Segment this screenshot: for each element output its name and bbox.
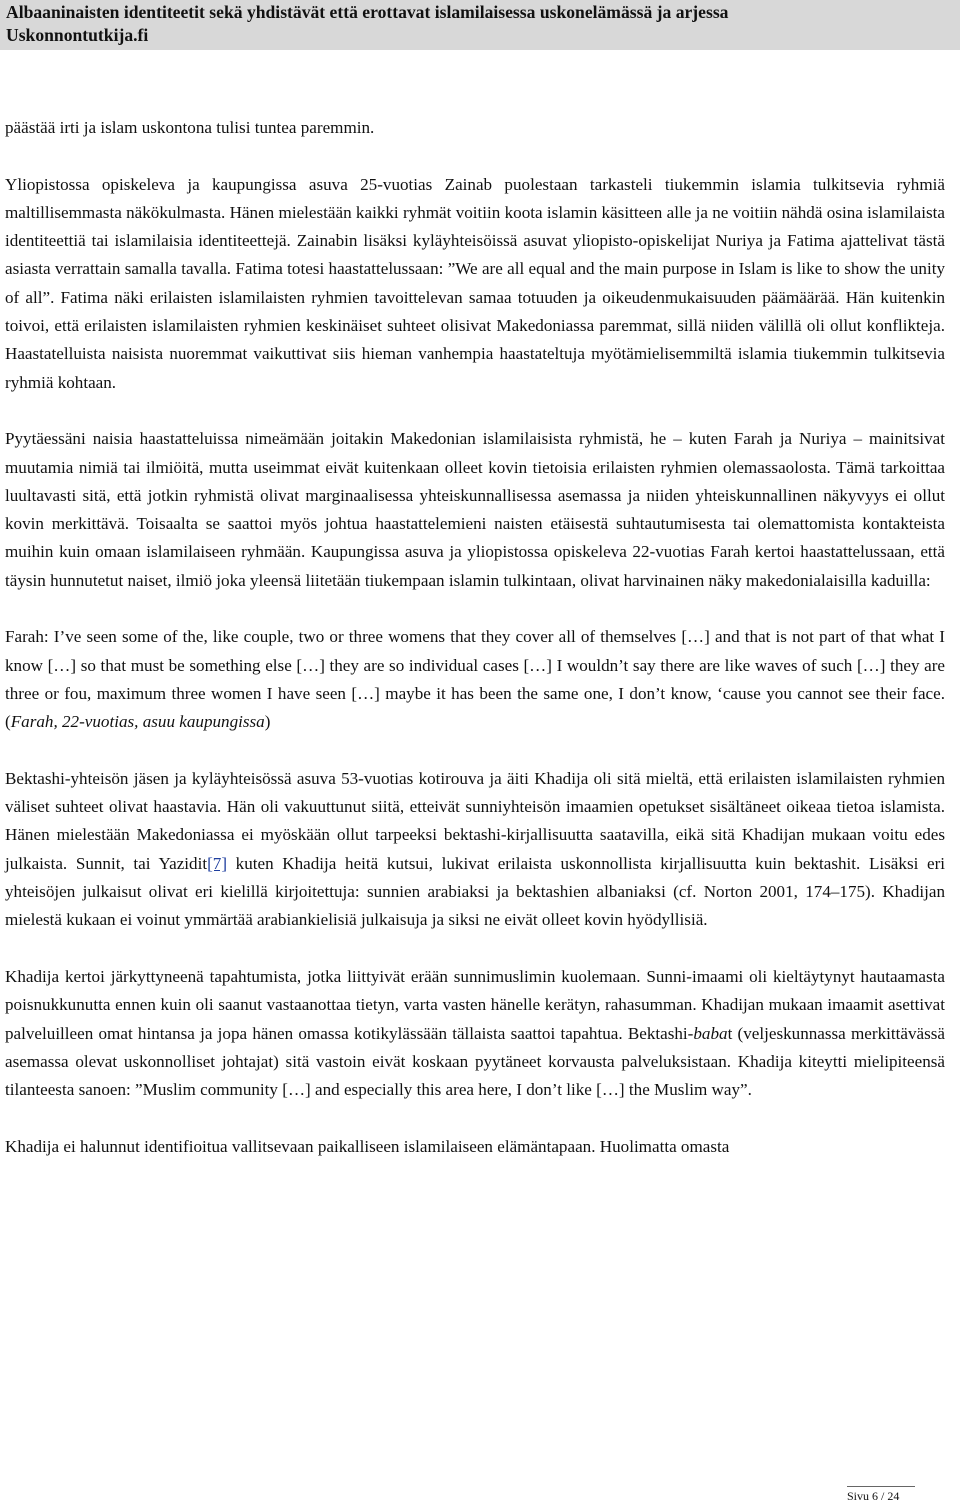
paragraph-3: Pyytäessäni naisia haastatteluissa nimeämään joitakin Makedonian islamilaisista ryhmistä, he – kuten Farah ja Nuriya – mainitsivat muutamia nimiä tai ilmiöitä, mutta useimmat eivät kuitenkaan olleet kovin tietoisia erilaisten ryhmien olemassaolosta. Tämä tarkoittaa luultavasti sitä, että jotkin ryhmistä olivat marginaalisessa yhteiskunnallisessa asemassa ja niiden yhteiskunnallinen näkyvyys ei ollut kovin merkittävä. Toisaalta se saattoi myös johtua haastattelemieni naisten etäisestä suhtautumisesta tai olemattomista kontakteista muihin kuin omaan islamilaiseen ryhmään. Kaupungissa asuva ja yliopistossa opiskeleva 22-vuotias Farah kertoi haastattelussaan, että täysin hunnutetut naiset, ilmiö joka yleensä liitetään tiukempaan islamin tulkintaan, olivat harvinainen näky makedonialaisilla kaduilla: — [5, 429, 945, 590]
article-body — [5, 114, 945, 1161]
paragraph-5 — [5, 765, 945, 935]
site-name: Uskonnontutkija.fi — [6, 24, 149, 45]
paragraph-2: Yliopistossa opiskeleva ja kaupungissa asuva 25-vuotias Zainab puolestaan tarkasteli tiukemmin islamia tulkitsevia ryhmiä maltillisemmasta näkökulmasta. Hänen mielestään kaikki ryhmät voitiin koota islamin käsitteen alle ja ne voitiin nähdä osina islamilaista identiteettiä tai islamilaisia identiteettejä. Zainabin lisäksi kyläyhteisöissä asuvat yliopisto-opiskelijat Nuriya ja Fatima ajattelivat tästä asiasta verrattain samalla tavalla. Fatima totesi haastattelussaan: ”We are all equal and the main purpose in Islam is like to show the unity of all”. Fatima näki erilaisten islamilaisten ryhmien tavoittelevan samaa totuuden ja oikeudenmukaisuuden päämäärää. Hän kuitenkin toivoi, että erilaisten islamilaisten ryhmien keskinäiset suhteet olisivat Makedoniassa paremmat, sillä niiden välillä oli ollut konflikteja. Haastatelluista naisista nuoremmat vaikuttivat siis hieman vanhempia haastateltuja myötämielisemmiltä islamia tiukemmin tulkitsevia ryhmiä kohtaan. — [5, 174, 945, 392]
quote-citation: Farah, 22-vuotias, asuu kaupungissa — [10, 712, 265, 732]
interview-quote — [5, 623, 945, 736]
italic-term: baba — [693, 1023, 728, 1043]
paragraph-6-start: Khadija kertoi järkyttyneenä tapahtumista, jotka liittyivät erään sunnimuslimin kuolemaan. Sunni-imaami oli kieltäytynyt hautaamasta poisnukkunutta ennen kuin oli saanut vastaanottaa tietyn, varta vasten hänelle kerätyn, rahasumman. Khadijan mukaan imaamit asettivat palveluilleen omat hintansa ja jopa hänen omassa kotikylässään tällaista saattoi tapahtua. Bektashi- — [5, 966, 945, 1043]
quote-close: ) — [264, 712, 271, 732]
paragraph-5-end: kuten Khadija heitä kutsui, lukivat erilaista uskonnollista kirjallisuutta kuin bektashit. Lisäksi eri yhteisöjen julkaisut olivat eri kielillä kirjoitettuja: sunnien arabiaksi ja bektashien albaniaksi (cf. Norton 2001, 174–175). Khadijan mielestä kukaan ei voinut ymmärtää arabiankielisiä julkaisuja ja siksi ne eivät olleet kovin hyödyllisiä. — [5, 853, 946, 930]
page-number: Sivu 6 / 24 — [847, 1489, 900, 1503]
paragraph-1: päästää irti ja islam uskontona tulisi tuntea paremmin. — [5, 118, 375, 137]
footer-divider — [847, 1486, 915, 1487]
paragraph-6 — [5, 963, 945, 1104]
page-header — [0, 0, 960, 50]
paragraph-6-end: t (veljeskunnassa merkittävässä asemassa olevat uskonnolliset johtajat) sitä vastoin eivät koskaan pyytäneet korvausta palveluksistaan. Khadija kiteytti mielipiteensä tilanteesta sanoen: ”Muslim community […] and especially this area here, I don’t like […] the Muslim way”. — [5, 1023, 945, 1100]
document-title: Albaaninaisten identiteetit sekä yhdistävät että erottavat islamilaisessa uskonelämässä ja arjessa — [6, 2, 729, 22]
paragraph-5-start: Bektashi-yhteisön jäsen ja kyläyhteisössä asuva 53-vuotias kotirouva ja äiti Khadija oli sitä mieltä, että erilaisten islamilaisten ryhmien väliset suhteet olivat haastavia. Hän oli vakuuttunut siitä, etteivät sunniyhteisön imaamien opetukset sisältäneet oikeaa tietoa islamista. Hänen mielestään Makedoniassa ei myöskään ollut tarpeeksi bektashi-kirjallisuutta saatavilla, eikä sitä Khadijan mukaan voitu edes julkaista. Sunnit, tai Yazidit — [5, 768, 945, 873]
quote-text: Farah: I’ve seen some of the, like couple, two or three womens that they cover all of themselves […] and that is not part of that what I know […] so that must be something else […] they are so individual cases […] I wouldn’t say there are like waves of such […] they are three or fou, maximum three women I have seen […] maybe it has been the same one, I don’t know, ‘cause you cannot see their face. ( — [5, 627, 945, 732]
footnote-link[interactable]: [7] — [207, 853, 228, 873]
paragraph-7: Khadija ei halunnut identifioitua vallitsevaan paikalliseen islamilaiseen elämäntapaan. Huolimatta omasta — [5, 1136, 730, 1156]
